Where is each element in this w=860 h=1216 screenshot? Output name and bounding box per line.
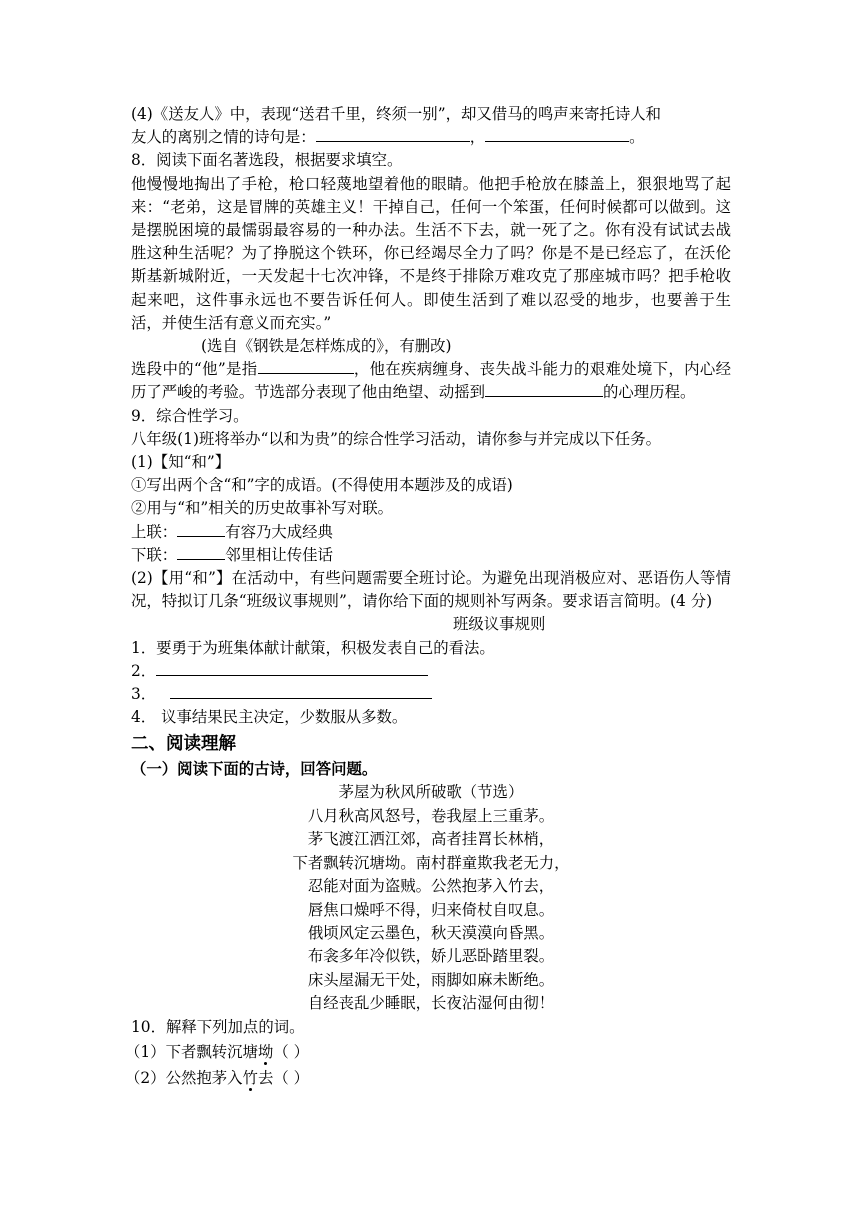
- q10-item-1: [125, 1039, 731, 1065]
- rule-4: 4． 议事结果民主决定，少数服从多数。: [131, 708, 408, 727]
- q10-item-1-text: （1）下者飘转沉塘: [125, 1042, 258, 1061]
- couplet-upper-label: 上联：: [131, 522, 178, 541]
- q8-question-part3: 的心理历程。: [603, 383, 696, 402]
- rule-3: [131, 683, 731, 706]
- q8-question-part1: 选段中的“他”是指: [131, 360, 258, 379]
- q9-task1-a: ①写出两个含“和”字的成语。(不得使用本题涉及的成语): [131, 476, 513, 495]
- q10-heading: 10．解释下列加点的词。: [131, 1017, 305, 1036]
- poem-line: 唇焦口燥呼不得，归来倚杖自叹息。: [307, 900, 555, 919]
- poem-line: 忍能对面为盗贼。公然抱茅入竹去，: [307, 877, 555, 896]
- rules-title: 班级议事规则: [453, 615, 546, 634]
- exam-page: [125, 103, 731, 1091]
- poem-line: 下者飘转沉塘坳。南村群童欺我老无力，: [292, 853, 570, 872]
- q8-passage: 他慢慢地掏出了手枪，枪口轻蔑地望着他的眼睛。他把手枪放在膝盖上，狠狠地骂了起来：“老弟，这是冒牌的英雄主义！干掉自己，任何一个笨蛋，任何时候都可以做到。这是摆脱困境的最懦弱最容易的一种办法。生活不下去，就一死了之。你有没有试试去战胜这种生活呢？为了挣脱这个铁环，你已经竭尽全力了吗？你是不是已经忘了，在沃伦斯基新城附近，一天发起十七次冲锋，不是终于排除万难攻克了那座城市吗？把手枪收起来吧，这件事永远也不要告诉任何人。即使生活到了难以忍受的地步，也要善于生活，并使生活有意义而充实。”: [131, 174, 731, 332]
- q4-period: 。: [629, 128, 645, 147]
- couplet-lower: [131, 544, 731, 567]
- poem-line: 布衾多年冷似铁，娇儿恶卧踏里裂。: [307, 947, 555, 966]
- q8-heading: 8．阅读下面名著选段，根据要求填空。: [131, 151, 403, 170]
- q8-source: (选自《钢铁是怎样炼成的》，有删改): [201, 337, 452, 356]
- q8-answer-blank-1[interactable]: [258, 358, 354, 374]
- q4-line1: (4)《送友人》中，表现“送君千里，终须一别”，却又借马的鸣声来寄托诗人和: [131, 105, 662, 123]
- poem-body: [131, 805, 731, 1016]
- q9-task2: (2)【用“和”】在活动中，有些问题需要全班讨论。为避免出现消极应对、恶语伤人等情况，特拟订几条“班级议事规则”，请你给下面的规则补写两条。要求语言简明。(4 分): [131, 569, 731, 611]
- q9-intro: 八年级(1)班将举办“以和为贵”的综合性学习活动，请你参与并完成以下任务。: [131, 429, 662, 448]
- poem-line: 茅飞渡江洒江郊，高者挂罥长林梢，: [307, 830, 555, 849]
- q9-task1-title: (1)【知“和”】: [131, 453, 231, 472]
- q10-item-2: [125, 1065, 731, 1091]
- couplet-upper-text: 有容乃大成经典: [225, 522, 333, 541]
- poem-line: 八月秋高风怒号，卷我屋上三重茅。: [307, 806, 555, 825]
- rule-2: [131, 660, 731, 683]
- poem-line: 自经丧乱少睡眠，长夜沾湿何由彻！: [307, 994, 555, 1013]
- couplet-lower-blank[interactable]: [177, 544, 225, 560]
- q4-answer-blank-2[interactable]: [485, 126, 629, 142]
- couplet-upper: [131, 521, 731, 544]
- q4-prompt: 友人的离别之情的诗句是：: [131, 128, 316, 147]
- couplet-lower-label: 下联：: [131, 545, 178, 564]
- q8-question-part2: ，他在疾病缠身、丧失战斗能力的艰难处境下，内心经历了严峻的考验。节选部分表现了他由绝望、动摇到: [131, 360, 731, 402]
- couplet-upper-blank[interactable]: [177, 521, 225, 537]
- section-2-title: 二、阅读理解: [131, 734, 236, 755]
- rule-3-blank[interactable]: [170, 683, 432, 699]
- q8-question: [131, 358, 731, 404]
- poem-line: 床头屋漏无干处，雨脚如麻未断绝。: [307, 970, 555, 989]
- rule-2-number: 2．: [131, 661, 157, 680]
- q10-item-2-answer-slot[interactable]: 去（ ）: [257, 1068, 310, 1087]
- rule-2-blank[interactable]: [156, 660, 428, 676]
- q4-line2: [131, 126, 731, 149]
- poem-line: 俄顷风定云墨色，秋天漠漠向昏黑。: [307, 923, 555, 942]
- poem-title: 茅屋为秋风所破歌（节选）: [338, 783, 524, 802]
- q10-item-1-answer-slot[interactable]: （ ）: [273, 1042, 310, 1061]
- q4-separator: ，: [469, 128, 486, 147]
- q4-answer-blank-1[interactable]: [316, 126, 470, 142]
- couplet-lower-text: 邻里相让传佳话: [225, 545, 333, 564]
- q10-item-2-text: （2）公然抱茅入: [125, 1068, 243, 1087]
- q8-answer-blank-2[interactable]: [485, 381, 603, 397]
- section-2-sub1: （一）阅读下面的古诗，回答问题。: [131, 760, 378, 779]
- q10-item-1-dotted-word: 坳: [257, 1042, 274, 1061]
- rule-1: 1．要勇于为班集体献计献策，积极发表自己的看法。: [131, 638, 495, 657]
- q9-task1-b: ②用与“和”相关的历史故事补写对联。: [131, 499, 393, 518]
- q10-item-2-dotted-word: 竹: [242, 1068, 258, 1087]
- q9-heading: 9．综合性学习。: [131, 406, 249, 425]
- rule-3-number: 3．: [131, 685, 157, 704]
